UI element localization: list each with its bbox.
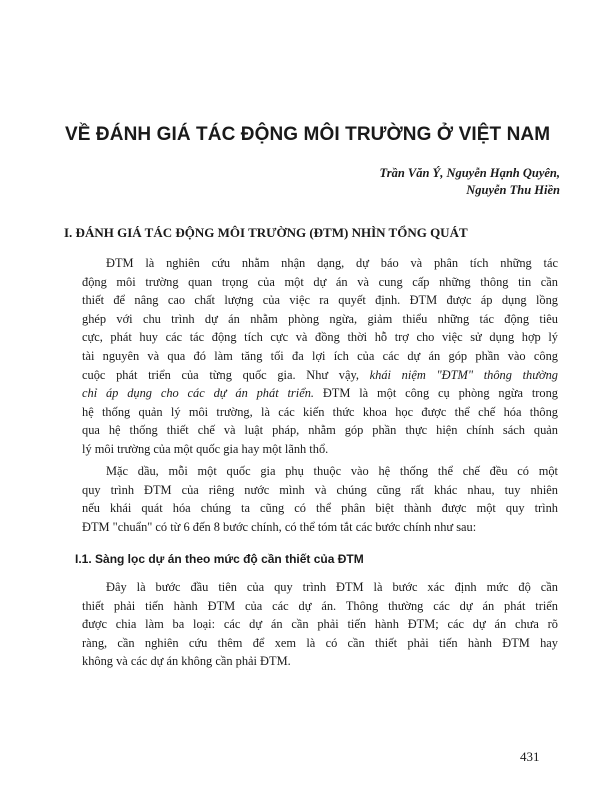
text-line: ĐTM "chuẩn" có từ 6 đến 8 bước chính, có thể tóm tắt các bước chính như sau:: [82, 519, 477, 534]
section-1-paragraph-1: [82, 254, 558, 459]
text-line: không và các dự án không cần phải ĐTM.: [82, 654, 291, 669]
authors-line-2: Nguyễn Thu Hiền: [466, 183, 560, 197]
page-number: 431: [520, 749, 540, 764]
text-line: ghép với chu trình dự án nhằm phòng ngừa, giảm thiểu những tác động tiêu: [82, 311, 558, 326]
text-line: Mặc dầu, mỗi một quốc gia phụ thuộc vào hệ thống thể chế đều có một: [106, 464, 558, 478]
text-line: [82, 384, 558, 403]
text-line: tài nguyên và qua đó làm tăng tối đa lợi ích của các dự án góp phần vào công: [82, 348, 558, 363]
document-title: VỀ ĐÁNH GIÁ TÁC ĐỘNG MÔI TRƯỜNG Ở VIỆT NAM: [65, 124, 551, 145]
text-run: cuộc phát triển của từng quốc gia. Như vậy,: [82, 367, 359, 382]
subsection-1-1-paragraph: [82, 578, 558, 671]
subsection-heading-1-1: I.1. Sàng lọc dự án theo mức độ cần thiết của ĐTM: [75, 552, 364, 566]
text-line: Đây là bước đầu tiên của quy trình ĐTM là bước xác định mức độ cần: [106, 580, 558, 594]
italic-text-run: chỉ áp dụng cho các dự án phát triển.: [82, 386, 314, 401]
authors-block: [250, 165, 560, 199]
text-line: thiết để nâng cao chất lượng của việc ra quyết định. ĐTM được áp dụng lồng: [82, 293, 558, 308]
authors-line-1: Trần Văn Ý, Nguyễn Hạnh Quyên,: [379, 166, 560, 180]
text-line: hệ thống quản lý môi trường, là các kiến thức khoa học được thể chế hóa thông: [82, 404, 558, 419]
text-line: ràng, cần nghiên cứu thêm để xem là có cần thiết phải tiến hành ĐTM hay: [82, 635, 558, 650]
text-line: được chia làm ba loại: các dự án cần phải tiến hành ĐTM; các dự án chưa rõ: [82, 617, 558, 632]
text-line: thiết phải tiến hành ĐTM của các dự án. Thông thường các dự án phát triển: [82, 598, 558, 613]
section-heading-1: I. ĐÁNH GIÁ TÁC ĐỘNG MÔI TRƯỜNG (ĐTM) NHÌN TỔNG QUÁT: [64, 225, 468, 240]
italic-text-run: khái niệm "ĐTM" thông thường: [369, 367, 558, 382]
text-line: cực, phát huy các tác động tích cực và đồng thời hỗ trợ cho việc sử dụng hợp lý: [82, 330, 558, 345]
text-line: lý môi trường của một quốc gia hay một lãnh thổ.: [82, 441, 329, 456]
text-line: nếu khái quát hóa chúng ta cũng có thể phân biệt thành được một quy trình: [82, 501, 558, 516]
text-line: quy trình ĐTM của riêng nước mình và chúng cũng rất khác nhau, tuy nhiên: [82, 482, 558, 497]
text-line: động môi trường quan trọng của một dự án và cung cấp những thông tin cần: [82, 274, 558, 289]
section-1-paragraph-2: [82, 462, 558, 536]
text-run: ĐTM là một công cụ phòng ngừa trong: [322, 386, 558, 401]
text-line: [82, 366, 558, 385]
text-line: qua hệ thống thiết chế và luật pháp, nhằm góp phần thực hiện chính sách quản: [82, 423, 558, 438]
text-line: ĐTM là nghiên cứu nhằm nhận dạng, dự báo và phân tích những tác: [106, 256, 558, 270]
